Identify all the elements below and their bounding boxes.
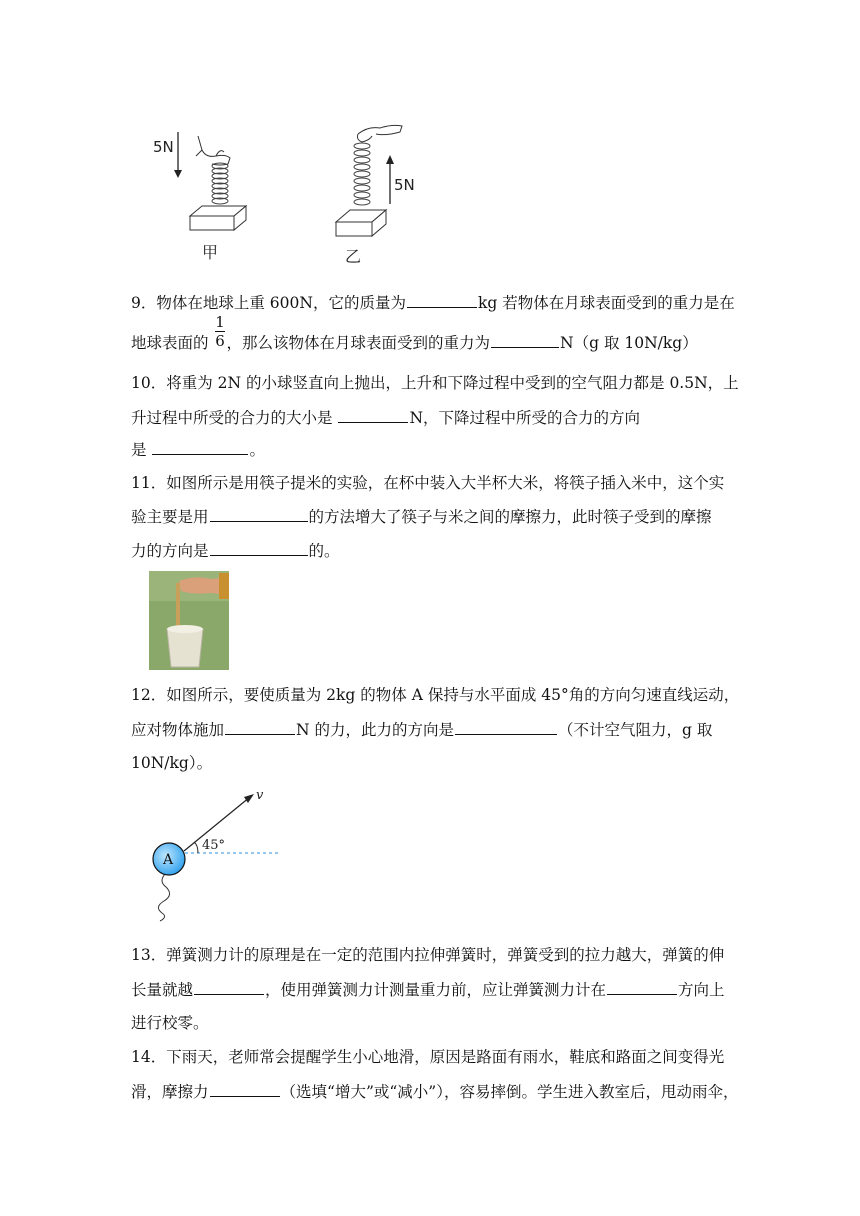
q11-line3: 力的方向是 的。 xyxy=(131,542,340,560)
q14-blank1[interactable] xyxy=(210,1081,280,1097)
motion-figure xyxy=(140,785,290,925)
q14-line2: 滑，摩擦力 （选填“增大”或“减小”），容易摔倒。学生进入教室后，甩动雨伞， xyxy=(131,1083,739,1101)
chopsticks-photo xyxy=(149,571,229,670)
q10-line3: 是 。 xyxy=(131,441,265,459)
q12-blank2[interactable] xyxy=(455,719,557,735)
q12-line1: 12．如图所示，要使质量为 2kg 的物体 A 保持与水平面成 45°角的方向匀速直线运动， xyxy=(131,686,740,704)
q11-line1: 11．如图所示是用筷子提米的实验，在杯中装入大半杯大米，将筷子插入米中，这个实 xyxy=(131,474,725,492)
q10-number: 10． xyxy=(131,374,167,392)
velocity-label: v xyxy=(256,788,264,803)
left-label: 甲 xyxy=(202,243,219,262)
q9-number: 9． xyxy=(131,294,157,312)
q9-line2: 地球表面的 ，那么该物体在月球表面受到的重力为 N（g 取 10N/kg） xyxy=(131,334,698,352)
q11-blank2[interactable] xyxy=(210,540,308,556)
q10-blank2[interactable] xyxy=(152,439,248,455)
q14-line1: 14．下雨天，老师常会提醒学生小心地滑，原因是路面有雨水，鞋底和路面之间变得光 xyxy=(131,1048,725,1066)
q11-blank1[interactable] xyxy=(210,506,308,522)
q13-line3: 进行校零。 xyxy=(131,1014,209,1032)
left-force-label: 5N xyxy=(153,138,174,156)
q12-number: 12． xyxy=(131,686,167,704)
cup xyxy=(167,629,203,667)
q10-line2: 升过程中所受的合力的大小是 N，下降过程中所受的合力的方向 xyxy=(131,409,641,427)
q12-line3: 10N/kg）。 xyxy=(131,754,213,772)
string xyxy=(158,873,169,921)
right-spring xyxy=(354,143,370,205)
q9-line1: 9．物体在地球上重 600N，它的质量为 kg 若物体在月球表面受到的重力是在 xyxy=(131,294,735,312)
ball-a-label: A xyxy=(163,852,174,868)
q9-fraction: 1 6 xyxy=(215,313,225,350)
q13-line2: 长量就越 ，使用弹簧测力计测量重力前，应让弹簧测力计在 方向上 xyxy=(131,981,725,999)
right-force-label: 5N xyxy=(394,176,415,194)
q9-blank1[interactable] xyxy=(407,292,477,308)
left-spring xyxy=(212,163,228,204)
q10-line1: 10．将重为 2N 的小球竖直向上抛出，上升和下降过程中受到的空气阻力都是 0.5N，上 xyxy=(131,374,739,392)
spring-figure xyxy=(140,118,430,268)
left-block xyxy=(190,206,246,230)
q10-blank1[interactable] xyxy=(338,407,408,423)
q13-number: 13． xyxy=(131,946,167,964)
q11-number: 11． xyxy=(131,474,167,492)
right-block xyxy=(336,210,386,236)
q9-blank2[interactable] xyxy=(491,332,559,348)
q14-number: 14． xyxy=(131,1048,167,1066)
angle-label: 45° xyxy=(202,838,226,853)
right-hand-icon xyxy=(358,125,403,142)
sleeve xyxy=(219,573,229,599)
left-hand-icon xyxy=(196,136,230,165)
q12-blank1[interactable] xyxy=(225,719,295,735)
q13-line1: 13．弹簧测力计的原理是在一定的范围内拉伸弹簧时，弹簧受到的拉力越大，弹簧的伸 xyxy=(131,946,725,964)
q13-blank1[interactable] xyxy=(194,979,264,995)
q12-line2: 应对物体施加 N 的力，此力的方向是 （不计空气阻力，g 取 xyxy=(131,721,713,739)
q13-blank2[interactable] xyxy=(607,979,677,995)
q11-line2: 验主要是用 的方法增大了筷子与米之间的摩擦力，此时筷子受到的摩擦 xyxy=(131,508,712,526)
angle-arc xyxy=(194,842,198,853)
right-label: 乙 xyxy=(345,247,362,266)
